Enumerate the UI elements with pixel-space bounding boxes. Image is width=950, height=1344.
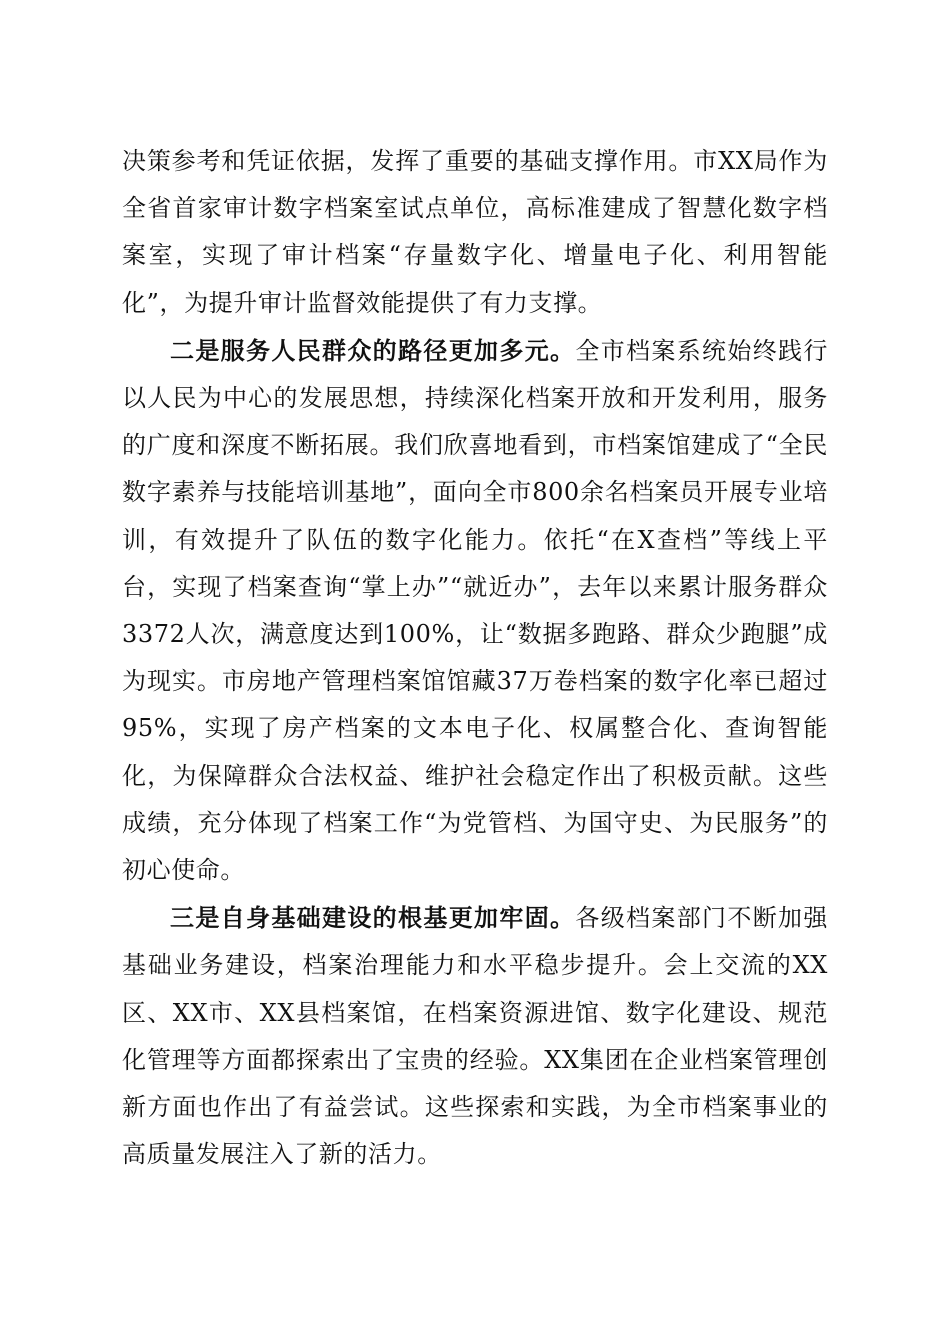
paragraph-continuation [122,138,828,327]
document-body [122,138,828,1178]
paragraph-heading: 二是服务人民群众的路径更加多元。 [170,335,576,365]
paragraph-heading: 三是自身基础建设的根基更加牢固。 [170,903,576,933]
paragraph-foundation [122,894,828,1178]
paragraph-service-people [122,327,828,894]
paragraph-text: 决策参考和凭证依据，发挥了重要的基础支撑作用。市XX局作为全省首家审计数字档案室试点单位，高标准建成了智慧化数字档案室，实现了审计档案“存量数字化、增量电子化、利用智能化”，为提升审计监督效能提供了有力支撑。 [122,147,828,317]
paragraph-text: 全市档案系统始终践行以人民为中心的发展思想，持续深化档案开放和开发利用，服务的广度和深度不断拓展。我们欣喜地看到，市档案馆建成了“全民数字素养与技能培训基地”，面向全市800余名档案员开展专业培训，有效提升了队伍的数字化能力。依托“在X查档”等线上平台，实现了档案查询“掌上办”“就近办”，去年以来累计服务群众3372人次，满意度达到100%，让“数据多跑路、群众少跑腿”成为现实。市房地产管理档案馆馆藏37万卷档案的数字化率已超过95%，实现了房产档案的文本电子化、权属整合化、查询智能化，为保障群众合法权益、维护社会稳定作出了积极贡献。这些成绩，充分体现了档案工作“为党管档、为国守史、为民服务”的初心使命。 [122,336,828,885]
paragraph-text: 各级档案部门不断加强基础业务建设，档案治理能力和水平稳步提升。会上交流的XX区、XX市、XX县档案馆，在档案资源进馆、数字化建设、规范化管理等方面都探索出了宝贵的经验。XX集团在企业档案管理创新方面也作出了有益尝试。这些探索和实践，为全市档案事业的高质量发展注入了新的活力。 [122,904,828,1169]
